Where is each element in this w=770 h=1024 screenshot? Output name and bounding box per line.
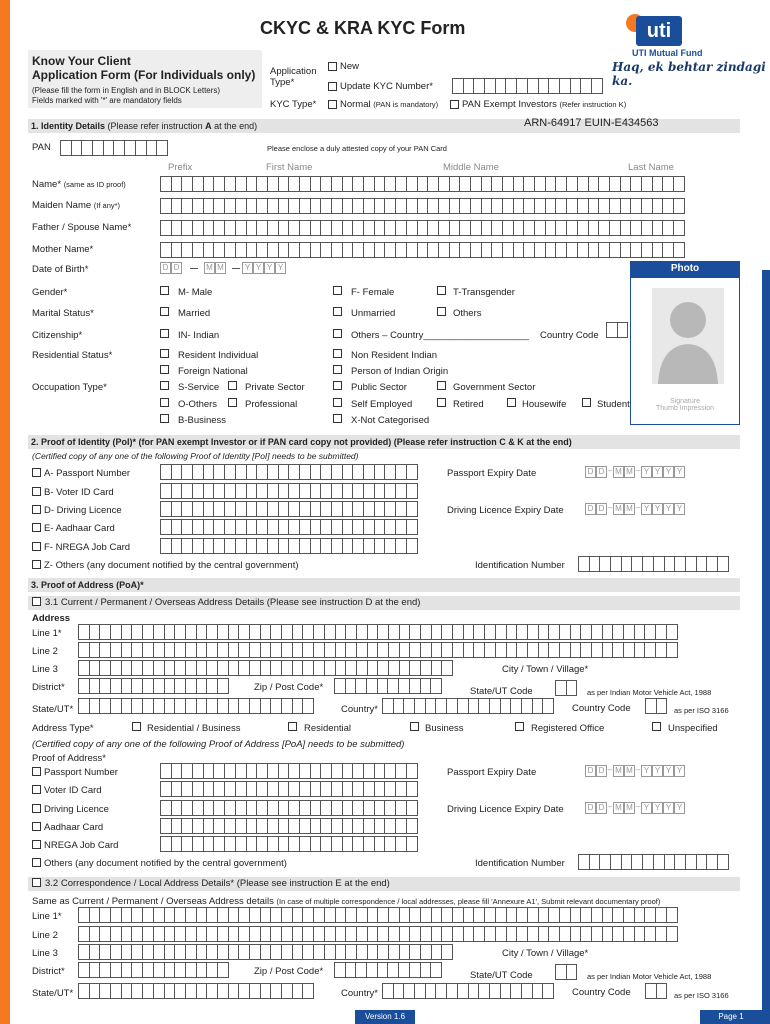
poa-aadhaar-label: Aadhaar Card [44,822,104,833]
poi-dl-expiry-date[interactable] [585,503,685,515]
date-digit-box[interactable]: M [613,503,624,515]
application-type-label: Application Type* [270,66,317,88]
char-box[interactable] [441,944,453,960]
date-digit-box[interactable]: Y [663,802,674,814]
maiden-boxes[interactable] [160,198,684,214]
poi-passport-label: A- Passport Number [44,468,131,479]
poa-label: Proof of Address* [32,753,106,764]
country-label: Country* [341,704,378,715]
char-box[interactable] [406,519,418,535]
district-boxes[interactable] [78,678,228,694]
kyc-title-box [28,50,262,108]
char-box[interactable] [666,907,678,923]
country-code-label-32: Country Code [572,987,631,998]
page-number: Page 1 [700,1010,762,1024]
country-code-boxes-31[interactable] [645,698,666,714]
pan-boxes[interactable] [60,140,167,156]
date-digit-box[interactable]: Y [674,765,685,777]
poi-aadhaar-checkbox[interactable] [32,523,41,532]
registered-office-label: Registered Office [531,723,605,734]
poa-dl-boxes[interactable] [160,800,417,816]
date-digit-box[interactable]: Y [641,503,652,515]
nri-label: Non Resident Indian [351,350,438,361]
gender-label: Gender* [32,287,68,298]
char-box[interactable] [156,140,168,156]
poi-dl-checkbox[interactable] [32,505,41,514]
housewife-checkbox[interactable] [507,398,516,407]
private-sector-checkbox[interactable] [228,381,237,390]
poa-dl-checkbox[interactable] [32,804,41,813]
date-digit-box[interactable]: M [613,466,624,478]
residential-label: Residential Status* [32,350,113,361]
unspecified-checkbox[interactable] [652,722,661,731]
char-box[interactable] [617,322,629,338]
char-box[interactable] [717,556,729,572]
pan-note: Please enclose a duly attested copy of your PAN Card [267,144,447,153]
middle-name-col: Middle Name [443,162,499,173]
district-boxes-32[interactable] [78,962,228,978]
foreign-national-checkbox[interactable] [160,365,169,374]
char-box[interactable] [406,483,418,499]
state-boxes-32[interactable] [78,983,313,999]
char-box[interactable] [666,642,678,658]
dob-year[interactable]: Y Y Y Y [242,262,286,274]
married-label: Married [178,308,211,319]
poi-aadhaar-label: E- Aadhaar Card [44,523,115,534]
address-type-label: Address Type* [32,723,94,734]
date-digit-box[interactable]: Y [674,802,685,814]
date-digit-box[interactable]: D [585,802,596,814]
date-digit-box[interactable]: M [624,802,635,814]
occupation-label: Occupation Type* [32,382,107,393]
govt-sector-checkbox[interactable] [437,381,446,390]
first-name-col: First Name [266,162,313,173]
date-digit-box[interactable]: Y [674,503,685,515]
line1-label-32: Line 1* [32,911,62,922]
char-box[interactable] [656,698,668,714]
same-as-label: Same as Current / Permanent / Overseas Address details (In case of multiple correspondence / local addresses, please fill 'Annexure A1', Submit relevant documentary proof) [32,896,661,907]
char-box[interactable] [406,781,418,797]
date-digit-box[interactable]: M [613,802,624,814]
date-digit-box[interactable]: Y [652,802,663,814]
poi-voter-label: B- Voter ID Card [44,487,114,498]
tagline: Haq, ek behtar zindagi ka. [612,60,766,88]
poa-passport-label: Passport Number [44,767,118,778]
occ-others-label: O-Others [178,399,218,410]
poa-voter-checkbox[interactable] [32,785,41,794]
name-boxes[interactable] [160,176,684,192]
line2-label: Line 2 [32,646,58,657]
poi-passport-expiry-label: Passport Expiry Date [447,468,537,479]
char-box[interactable] [441,660,453,676]
char-box[interactable] [666,926,678,942]
state-label: State/UT* [32,704,74,715]
kyc-type-label: KYC Type* [270,99,317,110]
public-sector-label: Public Sector [351,382,407,393]
kyc-note2: Fields marked with '*' are mandatory fields [32,96,182,105]
pio-checkbox[interactable] [333,365,342,374]
iso-note-32: as per ISO 3166 [674,991,729,1000]
date-digit-box[interactable]: D [596,765,607,777]
date-digit-box[interactable]: M [624,765,635,777]
registered-office-checkbox[interactable] [515,722,524,731]
unspecified-label: Unspecified [668,723,718,734]
form-title: CKYC & KRA KYC Form [260,18,466,38]
date-separator: – [607,765,613,774]
citizen-others-label: Others – Country____________________ [351,330,530,341]
date-digit-box[interactable]: M [624,466,635,478]
poa-id-number-label: Identification Number [475,858,565,869]
normal-label: Normal (PAN is mandatory) [340,99,439,110]
date-separator: – [607,466,613,475]
nri-checkbox[interactable] [333,349,342,358]
poi-id-number-boxes[interactable] [578,556,728,572]
rto-note: as per Indian Motor Vehicle Act, 1988 [587,688,712,697]
poa-id-number-boxes[interactable] [578,854,728,870]
retired-label: Retired [453,399,484,410]
self-employed-label: Self Employed [351,399,413,410]
corr-line3-boxes[interactable] [78,944,452,960]
date-digit-box[interactable]: Y [652,503,663,515]
char-box[interactable] [566,680,578,696]
poi-voter-checkbox[interactable] [32,487,41,496]
poi-aadhaar-boxes[interactable] [160,519,417,535]
line3-label: Line 3 [32,664,58,675]
char-box[interactable] [406,836,418,852]
char-box[interactable] [591,78,603,94]
kyc-note1: (Please fill the form in English and in BLOCK Letters) [32,86,221,95]
iso-note: as per ISO 3166 [674,706,729,715]
date-digit-box[interactable]: Y [652,466,663,478]
unmarried-label: Unmarried [351,308,396,319]
addr-line2-boxes[interactable] [78,642,677,658]
transgender-checkbox[interactable] [437,286,446,295]
uti-logo: uti [636,16,682,46]
business-label: Business [425,723,464,734]
pan-exempt-label: PAN Exempt Investors (Refer instruction K) [462,99,627,110]
poa-dl-label: Driving Licence [44,804,109,815]
residential-label: Residential [304,723,351,734]
private-sector-label: Private Sector [245,382,305,393]
update-checkbox[interactable] [328,82,337,91]
corr-line1-boxes[interactable] [78,907,677,923]
left-accent-bar [0,0,10,1024]
state-code-label-32: State/UT Code [470,970,533,981]
poa-passport-boxes[interactable] [160,763,417,779]
state-label-32: State/UT* [32,988,74,999]
addr-line1-boxes[interactable] [78,624,677,640]
rto-note-32: as per Indian Motor Vehicle Act, 1988 [587,972,712,981]
state-code-boxes[interactable] [555,680,576,696]
housewife-label: Housewife [522,399,567,410]
sub31-checkbox[interactable] [32,597,41,606]
date-digit-box[interactable]: Y [652,765,663,777]
char-box[interactable] [656,983,668,999]
prefix-col: Prefix [168,162,193,173]
public-sector-checkbox[interactable] [333,381,342,390]
self-employed-checkbox[interactable] [333,398,342,407]
date-separator: – [607,802,613,811]
retired-checkbox[interactable] [437,398,446,407]
country-code-label-31: Country Code [572,703,631,714]
date-digit-box[interactable]: Y [663,503,674,515]
normal-checkbox[interactable] [328,100,337,109]
city-label: City / Town / Village* [502,664,589,675]
business-occ-label: B-Business [178,415,227,426]
char-box[interactable] [666,624,678,640]
poi-voter-boxes[interactable] [160,483,417,499]
state-code-label: State/UT Code [470,686,533,697]
indian-label: IN- Indian [178,330,220,341]
date-separator: – [635,802,641,811]
line3-label-32: Line 3 [32,948,58,959]
date-separator: – [607,503,613,512]
not-categorised-checkbox[interactable] [333,414,342,423]
version-label: Version 1.6 [355,1010,415,1024]
date-digit-box[interactable]: Y [663,765,674,777]
resident-individual-checkbox[interactable] [160,349,169,358]
city-label-32: City / Town / Village* [502,948,589,959]
occ-others-checkbox[interactable] [160,398,169,407]
char-box[interactable] [406,501,418,517]
line2-label-32: Line 2 [32,930,58,941]
char-box[interactable] [673,198,685,214]
district-label: District* [32,682,65,693]
district-label-32: District* [32,966,65,977]
zip-boxes-32[interactable] [334,962,441,978]
kyc-title-line2: Application Form (For Individuals only) [32,68,256,82]
state-boxes[interactable] [78,698,313,714]
poa-passport-checkbox[interactable] [32,767,41,776]
not-categorised-label: X-Not Categorised [351,415,430,426]
service-checkbox[interactable] [160,381,169,390]
kyc-number-boxes[interactable] [452,78,602,94]
citizen-others-checkbox[interactable] [333,329,342,338]
char-box[interactable] [406,464,418,480]
char-box[interactable] [430,962,442,978]
res-business-checkbox[interactable] [132,722,141,731]
date-separator: – [635,466,641,475]
logo-fund-name: UTI Mutual Fund [632,48,703,58]
poa-note: (Certified copy of any one of the following Proof of Address [PoA] needs to be submitted) [32,739,405,750]
char-box[interactable] [406,538,418,554]
signature-note: Signature Thumb Impression [656,398,714,412]
father-label: Father / Spouse Name* [32,222,132,233]
poa-voter-boxes[interactable] [160,781,417,797]
business-occ-checkbox[interactable] [160,414,169,423]
sub31-header: 3.1 Current / Permanent / Overseas Address Details (Please see instruction D at the end) [28,596,740,610]
poi-nrega-checkbox[interactable] [32,542,41,551]
resident-individual-label: Resident Individual [178,350,259,361]
update-label: Update KYC Number* [340,81,433,92]
maiden-label: Maiden Name (If any*) [32,200,121,211]
arn-code: ARN-64917 EUIN-E434563 [524,117,659,129]
transgender-label: T-Transgender [453,287,515,298]
date-digit-box[interactable]: D [585,765,596,777]
name-label: Name* (same as ID proof) [32,179,126,190]
country-code-boxes[interactable] [606,322,627,338]
char-box[interactable] [673,176,685,192]
poi-nrega-boxes[interactable] [160,538,417,554]
pio-label: Person of Indian Origin [351,366,449,377]
dob-dash [190,268,198,269]
sub32-checkbox[interactable] [32,878,41,887]
corr-line2-boxes[interactable] [78,926,677,942]
student-checkbox[interactable] [582,398,591,407]
date-digit-box[interactable]: M [613,765,624,777]
country-boxes-32[interactable] [382,983,553,999]
marital-others-checkbox[interactable] [437,307,446,316]
dob-dash [232,268,240,269]
female-checkbox[interactable] [333,286,342,295]
section2-header: 2. Proof of Identity (PoI)* (for PAN exempt Investor or if PAN card copy not provided) (Please refer instruction C & K at the end) [28,435,740,449]
char-box[interactable] [302,698,314,714]
date-digit-box[interactable]: Y [663,466,674,478]
char-box[interactable] [217,962,229,978]
poi-others-checkbox[interactable] [32,560,41,569]
char-box[interactable] [542,983,554,999]
mother-boxes[interactable] [160,242,684,258]
char-box[interactable] [673,242,685,258]
poi-others-label: Z- Others (any document notified by the central government) [44,560,299,571]
student-label: Student [597,399,630,410]
kyc-title-line1: Know Your Client [32,54,131,68]
new-checkbox[interactable] [328,62,337,71]
poa-aadhaar-checkbox[interactable] [32,822,41,831]
poa-aadhaar-boxes[interactable] [160,818,417,834]
country-code-label: Country Code [540,330,599,341]
char-box[interactable] [302,983,314,999]
zip-boxes[interactable] [334,678,441,694]
poa-nrega-boxes[interactable] [160,836,417,852]
govt-sector-label: Government Sector [453,382,536,393]
state-code-boxes-32[interactable] [555,964,576,980]
addr-line3-boxes[interactable] [78,660,452,676]
date-digit-box[interactable]: Y [641,802,652,814]
professional-label: Professional [245,399,298,410]
male-label: M- Male [178,287,213,298]
poi-dl-expiry-label: Driving Licence Expiry Date [447,505,564,516]
poa-others-checkbox[interactable] [32,858,41,867]
poi-dl-label: D- Driving Licence [44,505,122,516]
country-code-boxes-32[interactable] [645,983,666,999]
date-digit-box[interactable]: D [596,466,607,478]
sub32-header: 3.2 Correspondence / Local Address Details* (Please see instruction E at the end) [28,877,740,891]
line1-label: Line 1* [32,628,62,639]
poi-dl-boxes[interactable] [160,501,417,517]
char-box[interactable] [406,818,418,834]
dob-label: Date of Birth* [32,264,89,275]
poi-passport-boxes[interactable] [160,464,417,480]
country-label-32: Country* [341,988,378,999]
char-box[interactable] [217,678,229,694]
zip-label-32: Zip / Post Code* [254,966,324,977]
date-digit-box[interactable]: Y [641,466,652,478]
char-box[interactable] [430,678,442,694]
date-separator: – [635,503,641,512]
male-checkbox[interactable] [160,286,169,295]
date-digit-box[interactable]: D [596,503,607,515]
date-digit-box[interactable]: D [585,503,596,515]
female-label: F- Female [351,287,395,298]
photo-header: Photo [630,261,740,277]
date-separator: – [635,765,641,774]
marital-label: Marital Status* [32,308,94,319]
right-accent-bar [762,270,770,1024]
date-digit-box[interactable]: D [596,802,607,814]
address-label: Address [32,613,71,624]
foreign-national-label: Foreign National [178,366,248,377]
poa-dl-expiry-label: Driving Licence Expiry Date [447,804,564,815]
dob-month[interactable]: M M [204,262,226,274]
dob-day[interactable]: D D [160,262,182,274]
business-checkbox[interactable] [410,722,419,731]
poa-voter-label: Voter ID Card [44,785,102,796]
unmarried-checkbox[interactable] [333,307,342,316]
new-label: New [340,61,360,72]
mother-label: Mother Name* [32,244,94,255]
poa-nrega-checkbox[interactable] [32,840,41,849]
char-box[interactable] [566,964,578,980]
poa-dl-expiry-date[interactable] [585,802,685,814]
date-digit-box[interactable]: Y [674,466,685,478]
marital-others-label: Others [453,308,482,319]
date-digit-box[interactable]: D [585,466,596,478]
poi-note: (Certified copy of any one of the following Proof of Identity [PoI] needs to be submitted) [32,451,359,461]
service-label: S-Service [178,382,220,393]
citizenship-label: Citizenship* [32,330,83,341]
char-box[interactable] [717,854,729,870]
char-box[interactable] [673,220,685,236]
poi-passport-checkbox[interactable] [32,468,41,477]
country-boxes[interactable] [382,698,553,714]
poa-passport-expiry-label: Passport Expiry Date [447,767,537,778]
poa-passport-expiry-date[interactable] [585,765,685,777]
last-name-col: Last Name [628,162,674,173]
father-boxes[interactable] [160,220,684,236]
char-box[interactable] [406,763,418,779]
zip-label: Zip / Post Code* [254,682,324,693]
indian-checkbox[interactable] [160,329,169,338]
date-digit-box[interactable]: M [624,503,635,515]
married-checkbox[interactable] [160,307,169,316]
pan-label: PAN [32,142,51,153]
poi-nrega-label: F- NREGA Job Card [44,542,131,553]
char-box[interactable] [542,698,554,714]
section3-header: 3. Proof of Address (PoA)* [28,578,740,592]
poa-nrega-label: NREGA Job Card [44,840,119,851]
poi-id-number-label: Identification Number [475,560,565,571]
poi-passport-expiry-date[interactable] [585,466,685,478]
residential-checkbox[interactable] [288,722,297,731]
char-box[interactable] [406,800,418,816]
professional-checkbox[interactable] [228,398,237,407]
section1-header: 1. Identity Details (Please refer instruction A at the end) [28,119,740,133]
pan-exempt-checkbox[interactable] [450,100,459,109]
res-business-label: Residential / Business [147,723,241,734]
person-silhouette-icon [652,288,724,384]
poa-others-label: Others (any document notified by the central government) [44,858,287,869]
date-digit-box[interactable]: Y [641,765,652,777]
